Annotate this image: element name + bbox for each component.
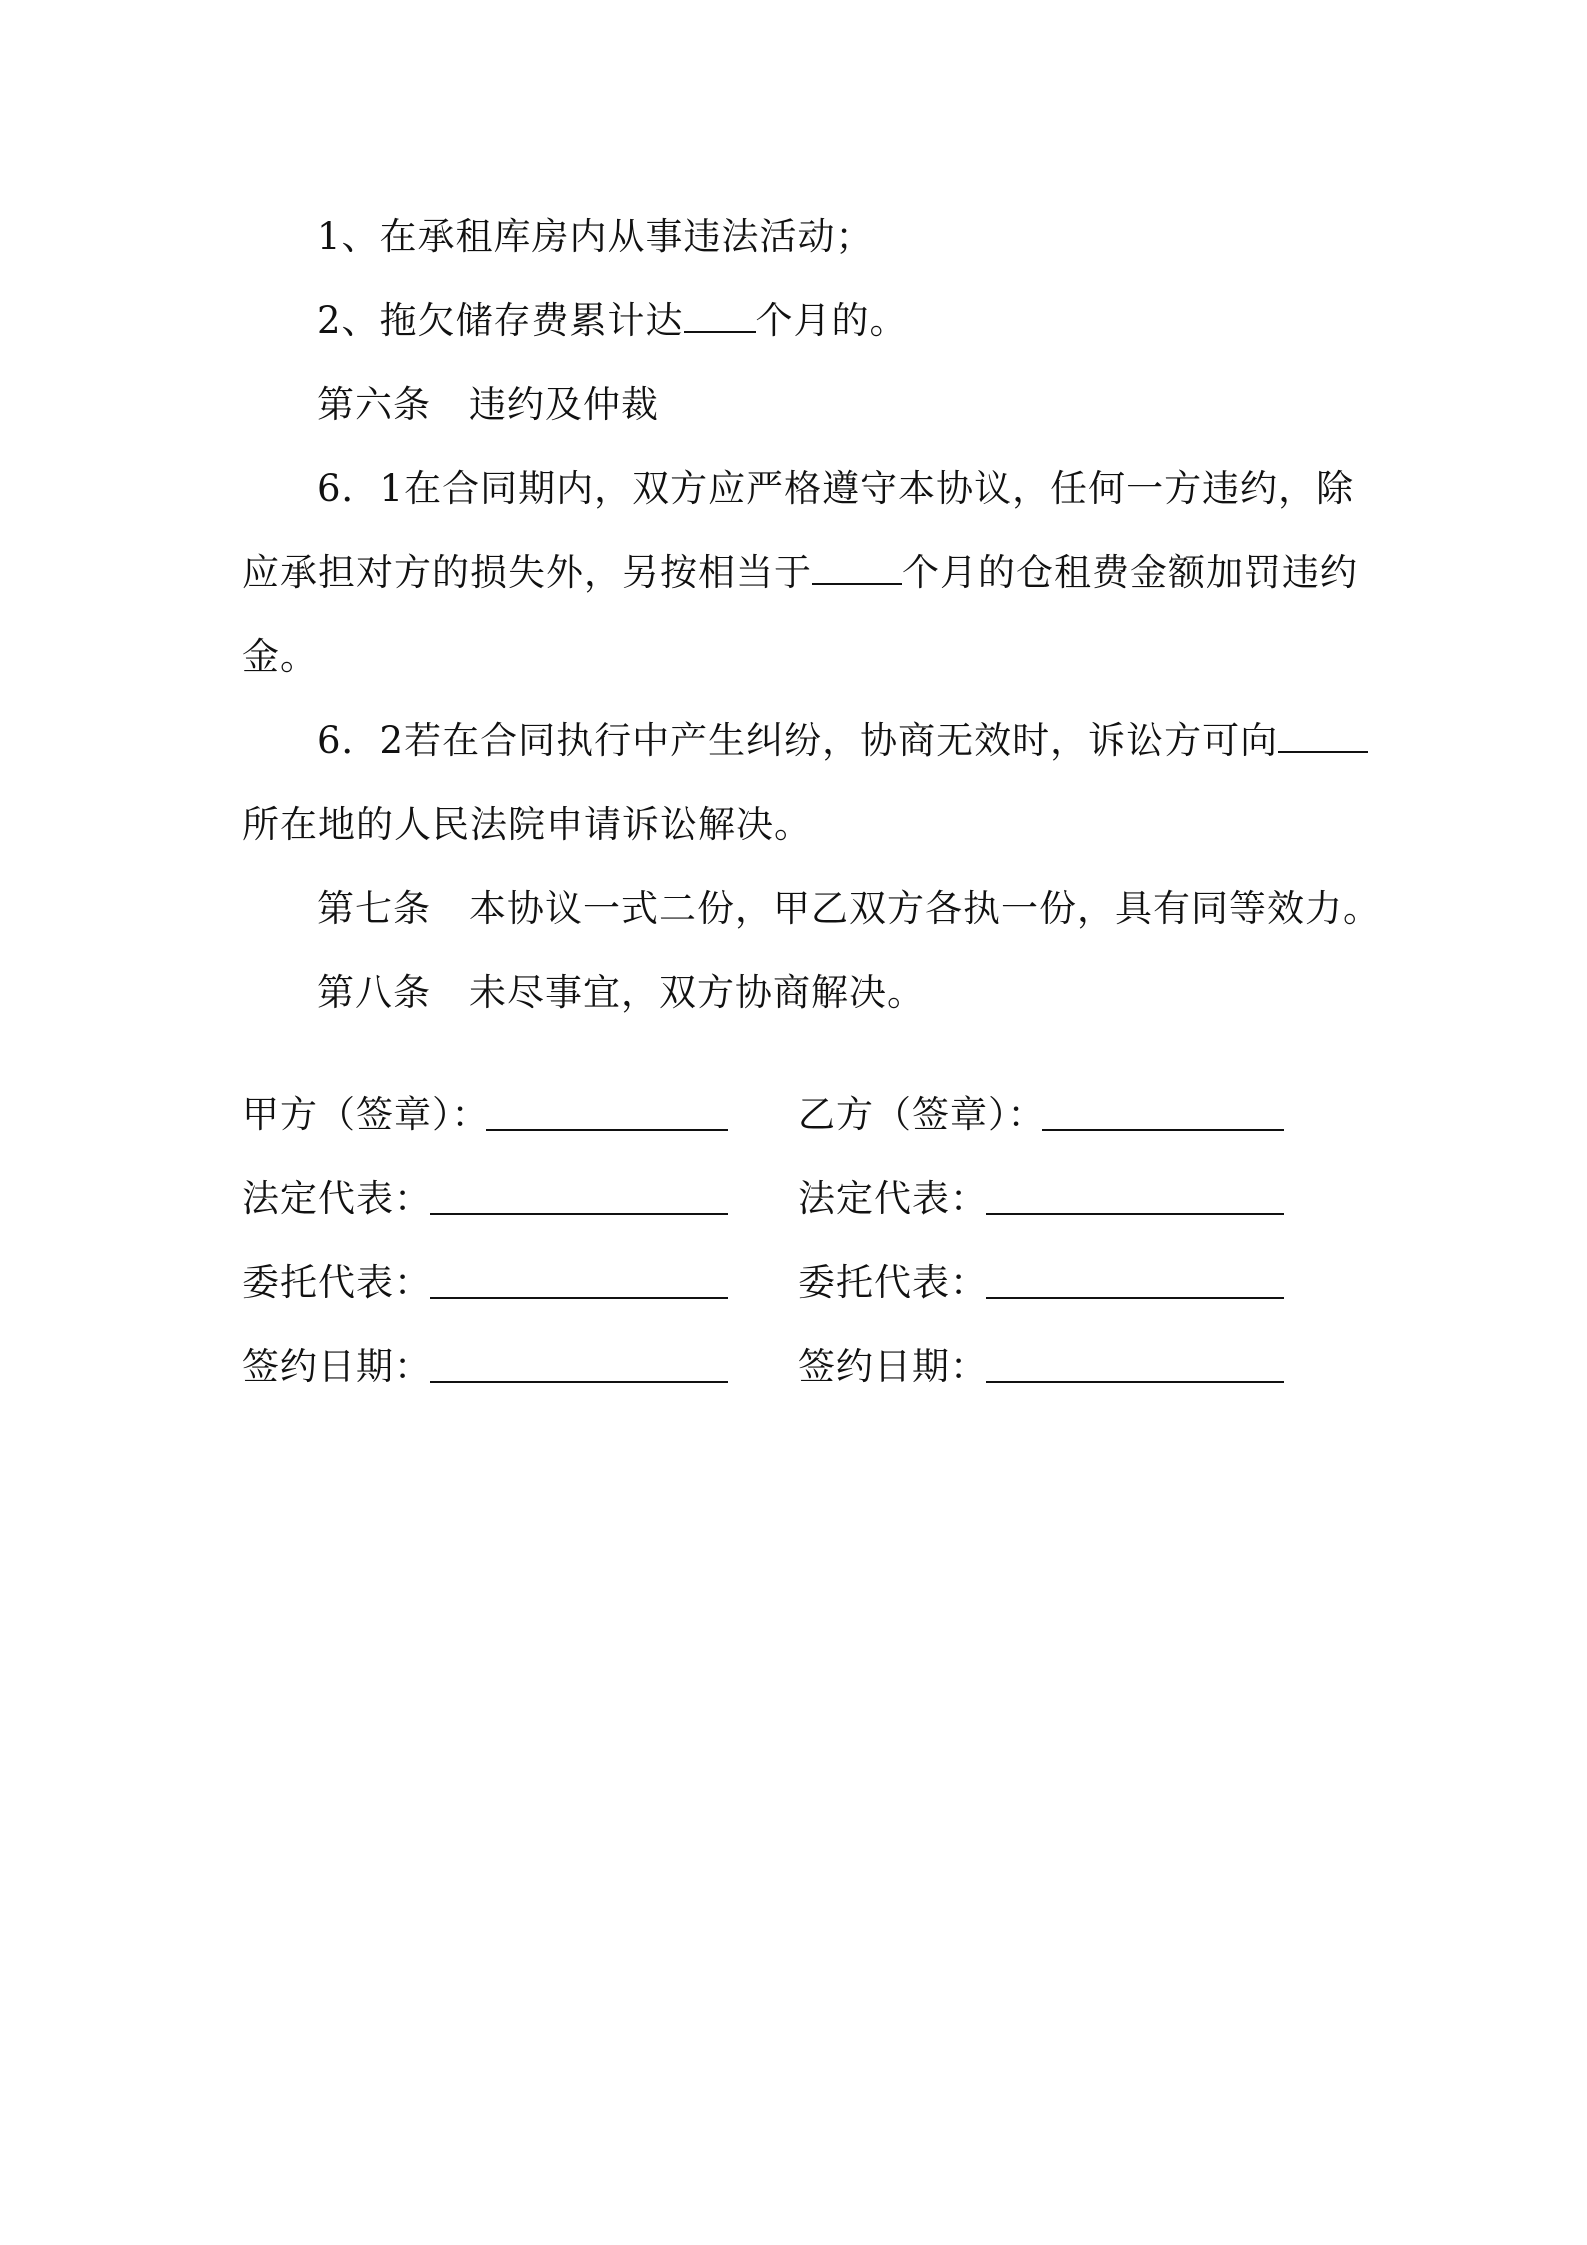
clause-item-1: 1、在承租库房内从事违法活动； (317, 215, 874, 258)
party-b-agent-label: 委托代表： (798, 1261, 988, 1304)
party-b-signature-label: 乙方（签章）： (798, 1093, 1046, 1136)
clause-6-1-line-3: 金。 (242, 635, 318, 678)
article-6-title: 第六条 违约及仲裁 (317, 383, 659, 426)
fill-in-blank (684, 301, 756, 333)
party-b-legal-rep-line (986, 1213, 1284, 1215)
clause-6-1-line-1: 6．1在合同期内，双方应严格遵守本协议，任何一方违约，除 (317, 467, 1355, 510)
party-a-signature-label: 甲方（签章）： (242, 1093, 490, 1136)
clause-6-2-line-2: 所在地的人民法院申请诉讼解决。 (242, 803, 812, 846)
party-a-signature-line (486, 1129, 728, 1131)
fill-in-blank (812, 553, 902, 585)
clause-6-2-line-1: 6．2若在合同执行中产生纠纷，协商无效时，诉讼方可向 (317, 716, 1427, 766)
party-a-legal-rep-label: 法定代表： (242, 1177, 432, 1220)
clause-6-1-line-2: 应承担对方的损失外，另按相当于 个月的仓租费金额加罚违约 (242, 551, 1358, 594)
party-a-agent-line (430, 1297, 728, 1299)
party-a-agent-label: 委托代表： (242, 1261, 432, 1304)
article-7: 第七条 本协议一式二份，甲乙双方各执一份，具有同等效力。 (317, 887, 1381, 930)
party-b-date-line (986, 1381, 1284, 1383)
party-b-signature-line (1042, 1129, 1284, 1131)
clause-item-2: 2、拖欠储存费累计达 个月的。 (317, 299, 908, 342)
party-b-agent-line (986, 1297, 1284, 1299)
party-b-legal-rep-label: 法定代表： (798, 1177, 988, 1220)
party-a-date-line (430, 1381, 728, 1383)
article-8: 第八条 未尽事宜，双方协商解决。 (317, 971, 925, 1014)
party-a-legal-rep-line (430, 1213, 728, 1215)
party-a-date-label: 签约日期： (242, 1345, 432, 1388)
fill-in-blank (1278, 721, 1368, 753)
party-b-date-label: 签约日期： (798, 1345, 988, 1388)
